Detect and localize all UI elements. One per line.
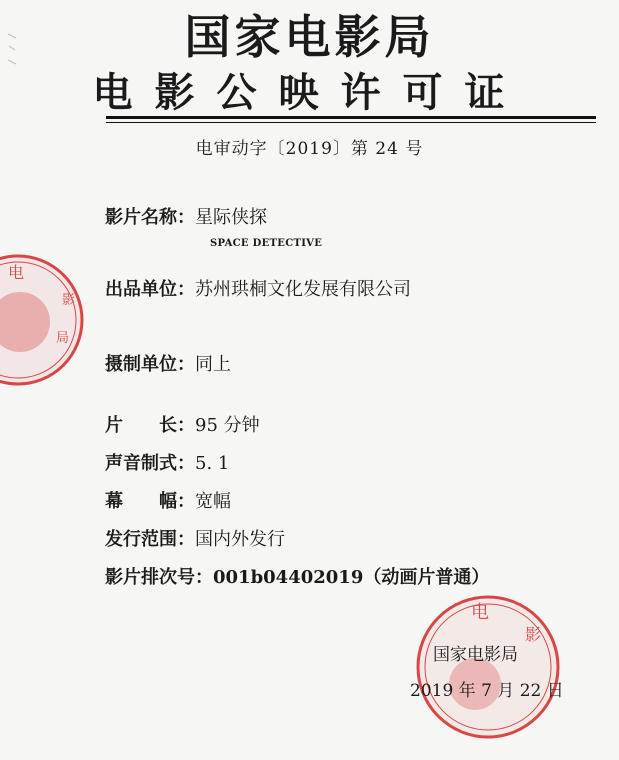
official-seal-left <box>0 238 96 398</box>
field-value: 5. 1 <box>195 453 230 474</box>
field-label: 影片排次号： <box>105 567 213 588</box>
field-label: 片 长： <box>105 415 195 436</box>
field-label: 发行范围： <box>105 529 195 550</box>
field-label: 摄制单位： <box>105 354 195 375</box>
field-screen-format <box>105 487 231 513</box>
field-value: 星际侠探 <box>195 207 267 228</box>
field-value: 苏州珙桐文化发展有限公司 <box>195 279 411 300</box>
english-title: SPACE DETECTIVE <box>210 238 323 249</box>
seal-right-char: 电 <box>471 602 489 623</box>
seal-left-char: 影 <box>62 293 76 308</box>
seal-right-char: 影 <box>525 625 542 644</box>
field-label: 出品单位： <box>105 279 195 300</box>
field-sound-format <box>105 449 229 475</box>
field-value: 国内外发行 <box>195 529 285 550</box>
field-producer <box>105 275 411 301</box>
seal-left-char: 电 <box>8 263 25 282</box>
field-value: 同上 <box>195 354 231 375</box>
title-rule-thin <box>106 122 596 123</box>
field-label: 影片名称： <box>105 207 195 228</box>
seal-left-char: 局 <box>56 331 70 346</box>
issuer-name: 国家电影局 <box>433 645 518 665</box>
field-value: 001b04402019（动画片普通） <box>213 567 490 588</box>
field-film-sequence-number <box>105 563 489 589</box>
field-distribution-scope <box>105 525 285 551</box>
official-seal-right <box>413 592 563 742</box>
document-title: 电影公映许可证 <box>92 70 527 116</box>
document-number: 电审动字〔2019〕第 24 号 <box>195 139 424 159</box>
field-value: 宽幅 <box>195 491 231 512</box>
field-label: 幕 幅： <box>105 491 195 512</box>
issue-date: 2019 年 7 月 22 日 <box>410 681 564 701</box>
field-length <box>105 411 260 437</box>
agency-title: 国家电影局 <box>184 10 435 64</box>
field-value: 95 分钟 <box>195 415 260 436</box>
field-film-name <box>105 203 267 229</box>
ink-mark <box>6 30 18 70</box>
title-rule-thick <box>106 116 596 119</box>
field-filming-unit <box>105 350 231 376</box>
field-label: 声音制式： <box>105 453 195 474</box>
